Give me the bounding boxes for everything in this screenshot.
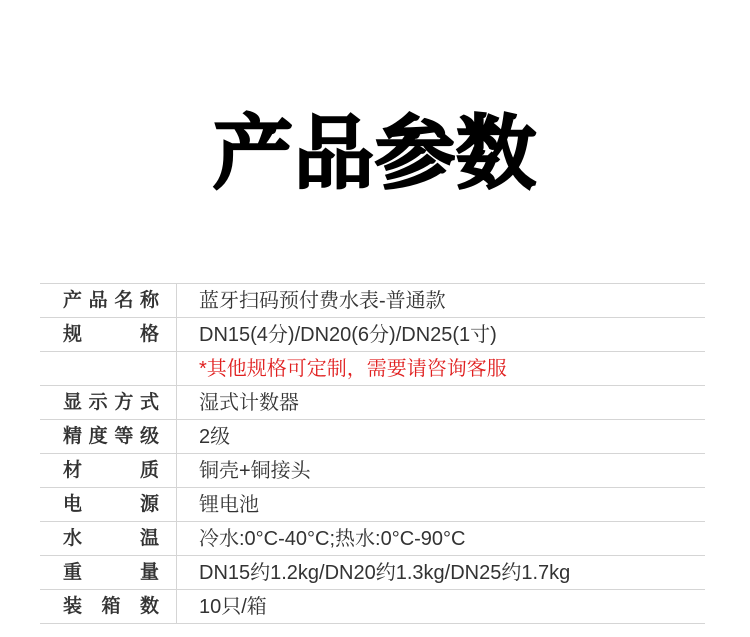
table-row — [40, 318, 705, 352]
spec-value-cell — [177, 352, 705, 385]
table-row — [40, 522, 705, 556]
spec-label-cell — [40, 318, 177, 351]
spec-label: 电源 — [63, 494, 159, 515]
spec-value: DN15约1.2kg/DN20约1.3kg/DN25约1.7kg — [199, 561, 571, 584]
spec-label: 精度等级 — [63, 426, 159, 447]
spec-value-cell — [177, 522, 705, 555]
spec-label-cell — [40, 488, 177, 521]
table-row — [40, 454, 705, 488]
spec-value: 铜壳+铜接头 — [199, 459, 311, 482]
table-row — [40, 352, 705, 386]
spec-label-cell — [40, 284, 177, 317]
spec-value: 锂电池 — [199, 493, 259, 516]
spec-value: 蓝牙扫码预付费水表-普通款 — [199, 289, 446, 312]
spec-label: 规格 — [63, 324, 159, 345]
spec-label: 重量 — [63, 562, 159, 583]
spec-label-cell — [40, 590, 177, 623]
table-row — [40, 386, 705, 420]
spec-value: *其他规格可定制，需要请咨询客服 — [199, 357, 507, 380]
spec-label: 产品名称 — [63, 290, 159, 311]
table-row — [40, 420, 705, 454]
spec-value-cell — [177, 420, 705, 453]
spec-label: 显示方式 — [63, 392, 159, 413]
spec-label: 水温 — [63, 528, 159, 549]
spec-label-cell — [40, 522, 177, 555]
spec-value-cell — [177, 590, 705, 623]
spec-label: 装箱数 — [63, 596, 159, 617]
spec-value: 冷水:0°C-40°C;热水:0°C-90°C — [199, 527, 466, 550]
spec-table — [40, 283, 705, 624]
spec-label-cell — [40, 556, 177, 589]
spec-value-cell — [177, 318, 705, 351]
spec-label-cell — [40, 386, 177, 419]
spec-label: 材质 — [63, 460, 159, 481]
spec-label-cell — [40, 420, 177, 453]
spec-value-cell — [177, 386, 705, 419]
spec-value: DN15(4分)/DN20(6分)/DN25(1寸) — [199, 323, 497, 346]
spec-value: 2级 — [199, 425, 231, 448]
spec-label-cell — [40, 454, 177, 487]
table-row — [40, 590, 705, 624]
spec-value-cell — [177, 284, 705, 317]
spec-label-cell — [40, 352, 177, 385]
spec-value-cell — [177, 488, 705, 521]
table-row — [40, 556, 705, 590]
table-row — [40, 284, 705, 318]
spec-value: 10只/箱 — [199, 595, 267, 618]
table-row — [40, 488, 705, 522]
page-title: 产品参数 — [213, 109, 537, 198]
spec-value: 湿式计数器 — [199, 391, 299, 414]
spec-value-cell — [177, 556, 705, 589]
spec-value-cell — [177, 454, 705, 487]
